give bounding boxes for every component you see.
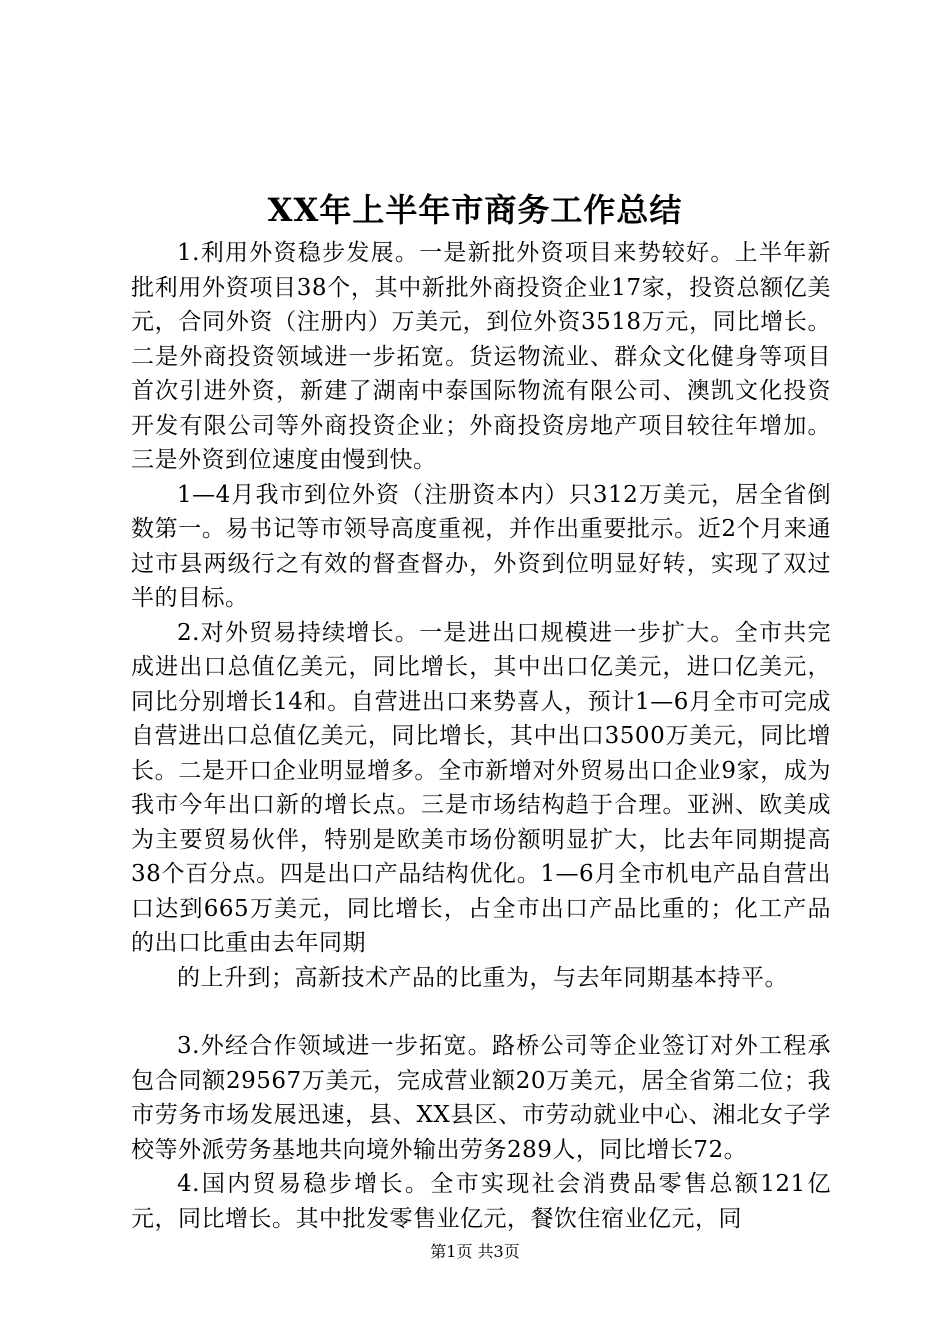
- paragraph-foreign-investment: 1.利用外资稳步发展。一是新批外资项目来势较好。上半年新批利用外资项目38个，其中新批外商投资企业17家，投资总额亿美元，合同外资（注册内）万美元，到位外资3518万元，同比增长。二是外商投资领域进一步拓宽。货运物流业、群众文化健身等项目首次引进外资，新建了湖南中泰国际物流有限公司、澳凯文化投资开发有限公司等外商投资企业；外商投资房地产项目较往年增加。三是外资到位速度由慢到快。: [131, 240, 831, 473]
- document-body: [131, 236, 831, 1236]
- paragraph-foreign-trade: 2.对外贸易持续增长。一是进出口规模进一步扩大。全市共完成进出口总值亿美元，同比增长，其中出口亿美元，进口亿美元，同比分别增长14和。自营进出口来势喜人，预计1—6月全市可完成自营进出口总值亿美元，同比增长，其中出口3500万美元，同比增长。二是开口企业明显增多。全市新增对外贸易出口企业9家，成为我市今年出口新的增长点。三是市场结构趋于合理。亚洲、欧美成为主要贸易伙伴，特别是欧美市场份额明显扩大，比去年同期提高38个百分点。四是出口产品结构优化。1—6月全市机电产品自营出口达到665万美元，同比增长，占全市出口产品比重的；化工产品的出口比重由去年同期: [131, 619, 831, 956]
- paragraph-domestic-trade: 4.国内贸易稳步增长。全市实现社会消费品零售总额121亿元，同比增长。其中批发零售业亿元，餐饮住宿业亿元，同: [131, 1171, 831, 1232]
- paragraph-foreign-trade-continued: 的上升到；高新技术产品的比重为，与去年同期基本持平。: [177, 964, 788, 991]
- paragraph-economic-cooperation: 3.外经合作领域进一步拓宽。路桥公司等企业签订对外工程承包合同额29567万美元，完成营业额20万美元，居全省第二位；我市劳务市场发展迅速，县、XX县区、市劳动就业中心、湘北女子学校等外派劳务基地共向境外输出劳务289人，同比增长72。: [131, 1033, 831, 1163]
- page-title: XX年上半年市商务工作总结: [267, 191, 683, 229]
- page-number-footer: 第1页 共3页: [430, 1242, 520, 1261]
- paragraph-investment-progress: 1—4月我市到位外资（注册资本内）只312万美元，居全省倒数第一。易书记等市领导高度重视，并作出重要批示。近2个月来通过市县两级行之有效的督查督办，外资到位明显好转，实现了双过半的目标。: [131, 481, 831, 611]
